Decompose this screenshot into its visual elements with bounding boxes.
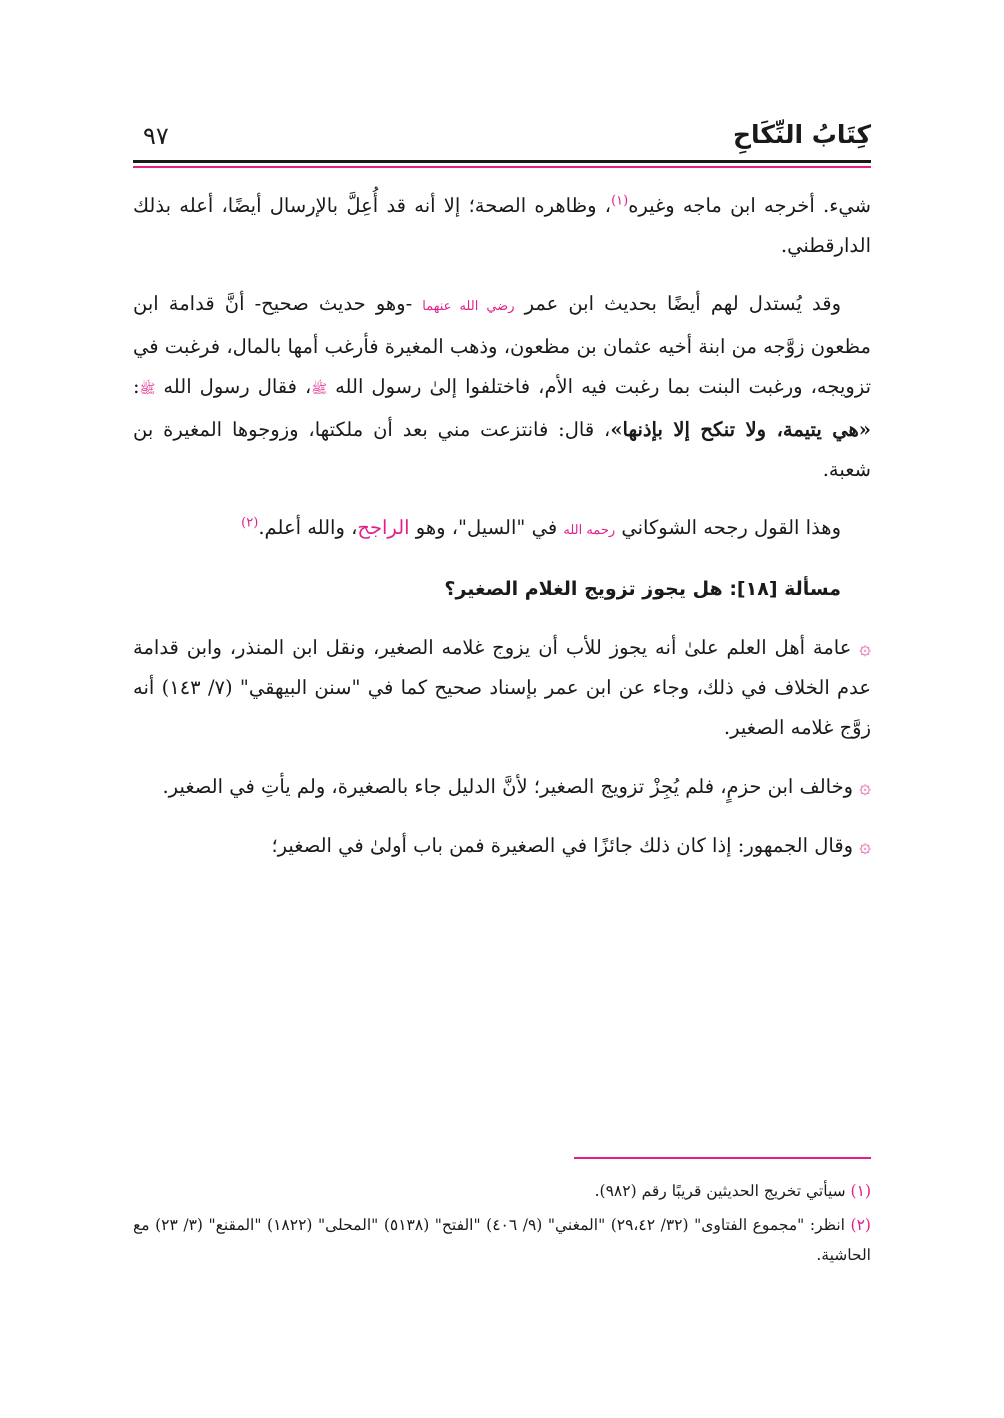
paragraph-2 [133, 284, 871, 490]
footnote-separator [574, 1157, 871, 1159]
flower-icon: ۞ [859, 774, 871, 798]
point-2 [133, 766, 871, 807]
page-body [133, 186, 871, 884]
honorific-mark: رحمه الله [563, 523, 616, 538]
paragraph-text: شيء. أخرجه ابن ماجه وغيره [628, 194, 871, 217]
highlight-term: الراجح [357, 516, 410, 539]
point-text: وخالف ابن حزمٍ، فلم يُجِزْ تزويج الصغير؛ لأنَّ الدليل جاء بالصغيرة، ولم يأتِ في الصغير. [162, 775, 860, 798]
footnote-number: (١) [850, 1182, 871, 1200]
paragraph-text: ، والله أعلم. [258, 516, 358, 539]
paragraph-text: ، قال: فانتزعت مني بعد أن ملكتها، وزوجوها المغيرة بن شعبة. [133, 418, 871, 481]
paragraph-text: ، فقال رسول الله [155, 375, 312, 398]
footnote-ref-1[interactable]: (١) [611, 193, 629, 209]
footnote-ref-2[interactable]: (٢) [241, 515, 259, 531]
page-header [133, 118, 871, 158]
paragraph-text: ، وظاهره الصحة؛ إلا أنه قد أُعِلَّ بالإرسال أيضًا، أعله بذلك الدارقطني. [133, 194, 871, 257]
honorific-mark: رضي الله عنهما [422, 299, 515, 314]
footnote-text: انظر: "مجموع الفتاوى" (٣٢/ ٢٩،٤٢) "المغني" (٩/ ٤٠٦) "الفتح" (٥١٣٨) "المحلى" (١٨٢٢) "المقنع" (٣/ ٢٣) مع الحاشية. [133, 1216, 871, 1264]
point-text: وقال الجمهور: إذا كان ذلك جائزًا في الصغيرة فمن باب أولىٰ في الصغير؛ [271, 834, 860, 857]
point-3 [133, 825, 871, 866]
paragraph-text: : [133, 375, 140, 398]
header-rule [133, 160, 871, 163]
paragraph-text: -وهو حديث صحيح- أنَّ قدامة ابن مظعون زوَّجه من ابنة أخيه عثمان بن مظعون، وذهب المغيرة فأرغب أمها بالمال، فرغبت في تزويجه، ورغبت البنت بما رغبت فيه الأم، فاختلفوا إلىٰ رسول الله [133, 292, 872, 398]
page-number: ٩٧ [143, 122, 169, 150]
issue-question: هل يجوز تزويج الغلام الصغير؟ [444, 578, 730, 600]
flower-icon: ۞ [859, 833, 871, 857]
hadith-quote: «هي يتيمة، ولا تنكح إلا بإذنها» [610, 418, 871, 441]
flower-icon: ۞ [859, 635, 871, 659]
paragraph-text: وهذا القول رجحه الشوكاني [615, 516, 841, 539]
footnote-2 [133, 1210, 871, 1270]
paragraph-1 [133, 186, 871, 266]
footnotes [133, 1176, 871, 1274]
point-text: عامة أهل العلم علىٰ أنه يجوز للأب أن يزوج غلامه الصغير، ونقل ابن المنذر، وابن قدامة عدم الخلاف في ذلك، وجاء عن ابن عمر بإسناد صحيح كما في "سنن البيهقي" (٧/ ١٤٣) أنه زوَّج غلامه الصغير. [133, 636, 871, 739]
footnote-text: سيأتي تخريج الحديثين قريبًا رقم (٩٨٢). [594, 1182, 851, 1200]
footnote-1 [133, 1176, 871, 1206]
point-1 [133, 627, 871, 748]
paragraph-text: وقد يُستدل لهم أيضًا بحديث ابن عمر [514, 292, 841, 315]
book-title: كِتَابُ النِّكَاحِ [732, 120, 871, 149]
header-rule-accent [133, 166, 871, 168]
footnote-number: (٢) [850, 1216, 871, 1234]
paragraph-text: في "السيل"، وهو [409, 516, 564, 539]
paragraph-3 [133, 508, 871, 551]
issue-heading [133, 569, 871, 609]
honorific-mark: ﷺ [311, 382, 328, 397]
issue-label: مسألة [١٨]: [729, 578, 841, 600]
honorific-mark: ﷺ [139, 382, 156, 397]
